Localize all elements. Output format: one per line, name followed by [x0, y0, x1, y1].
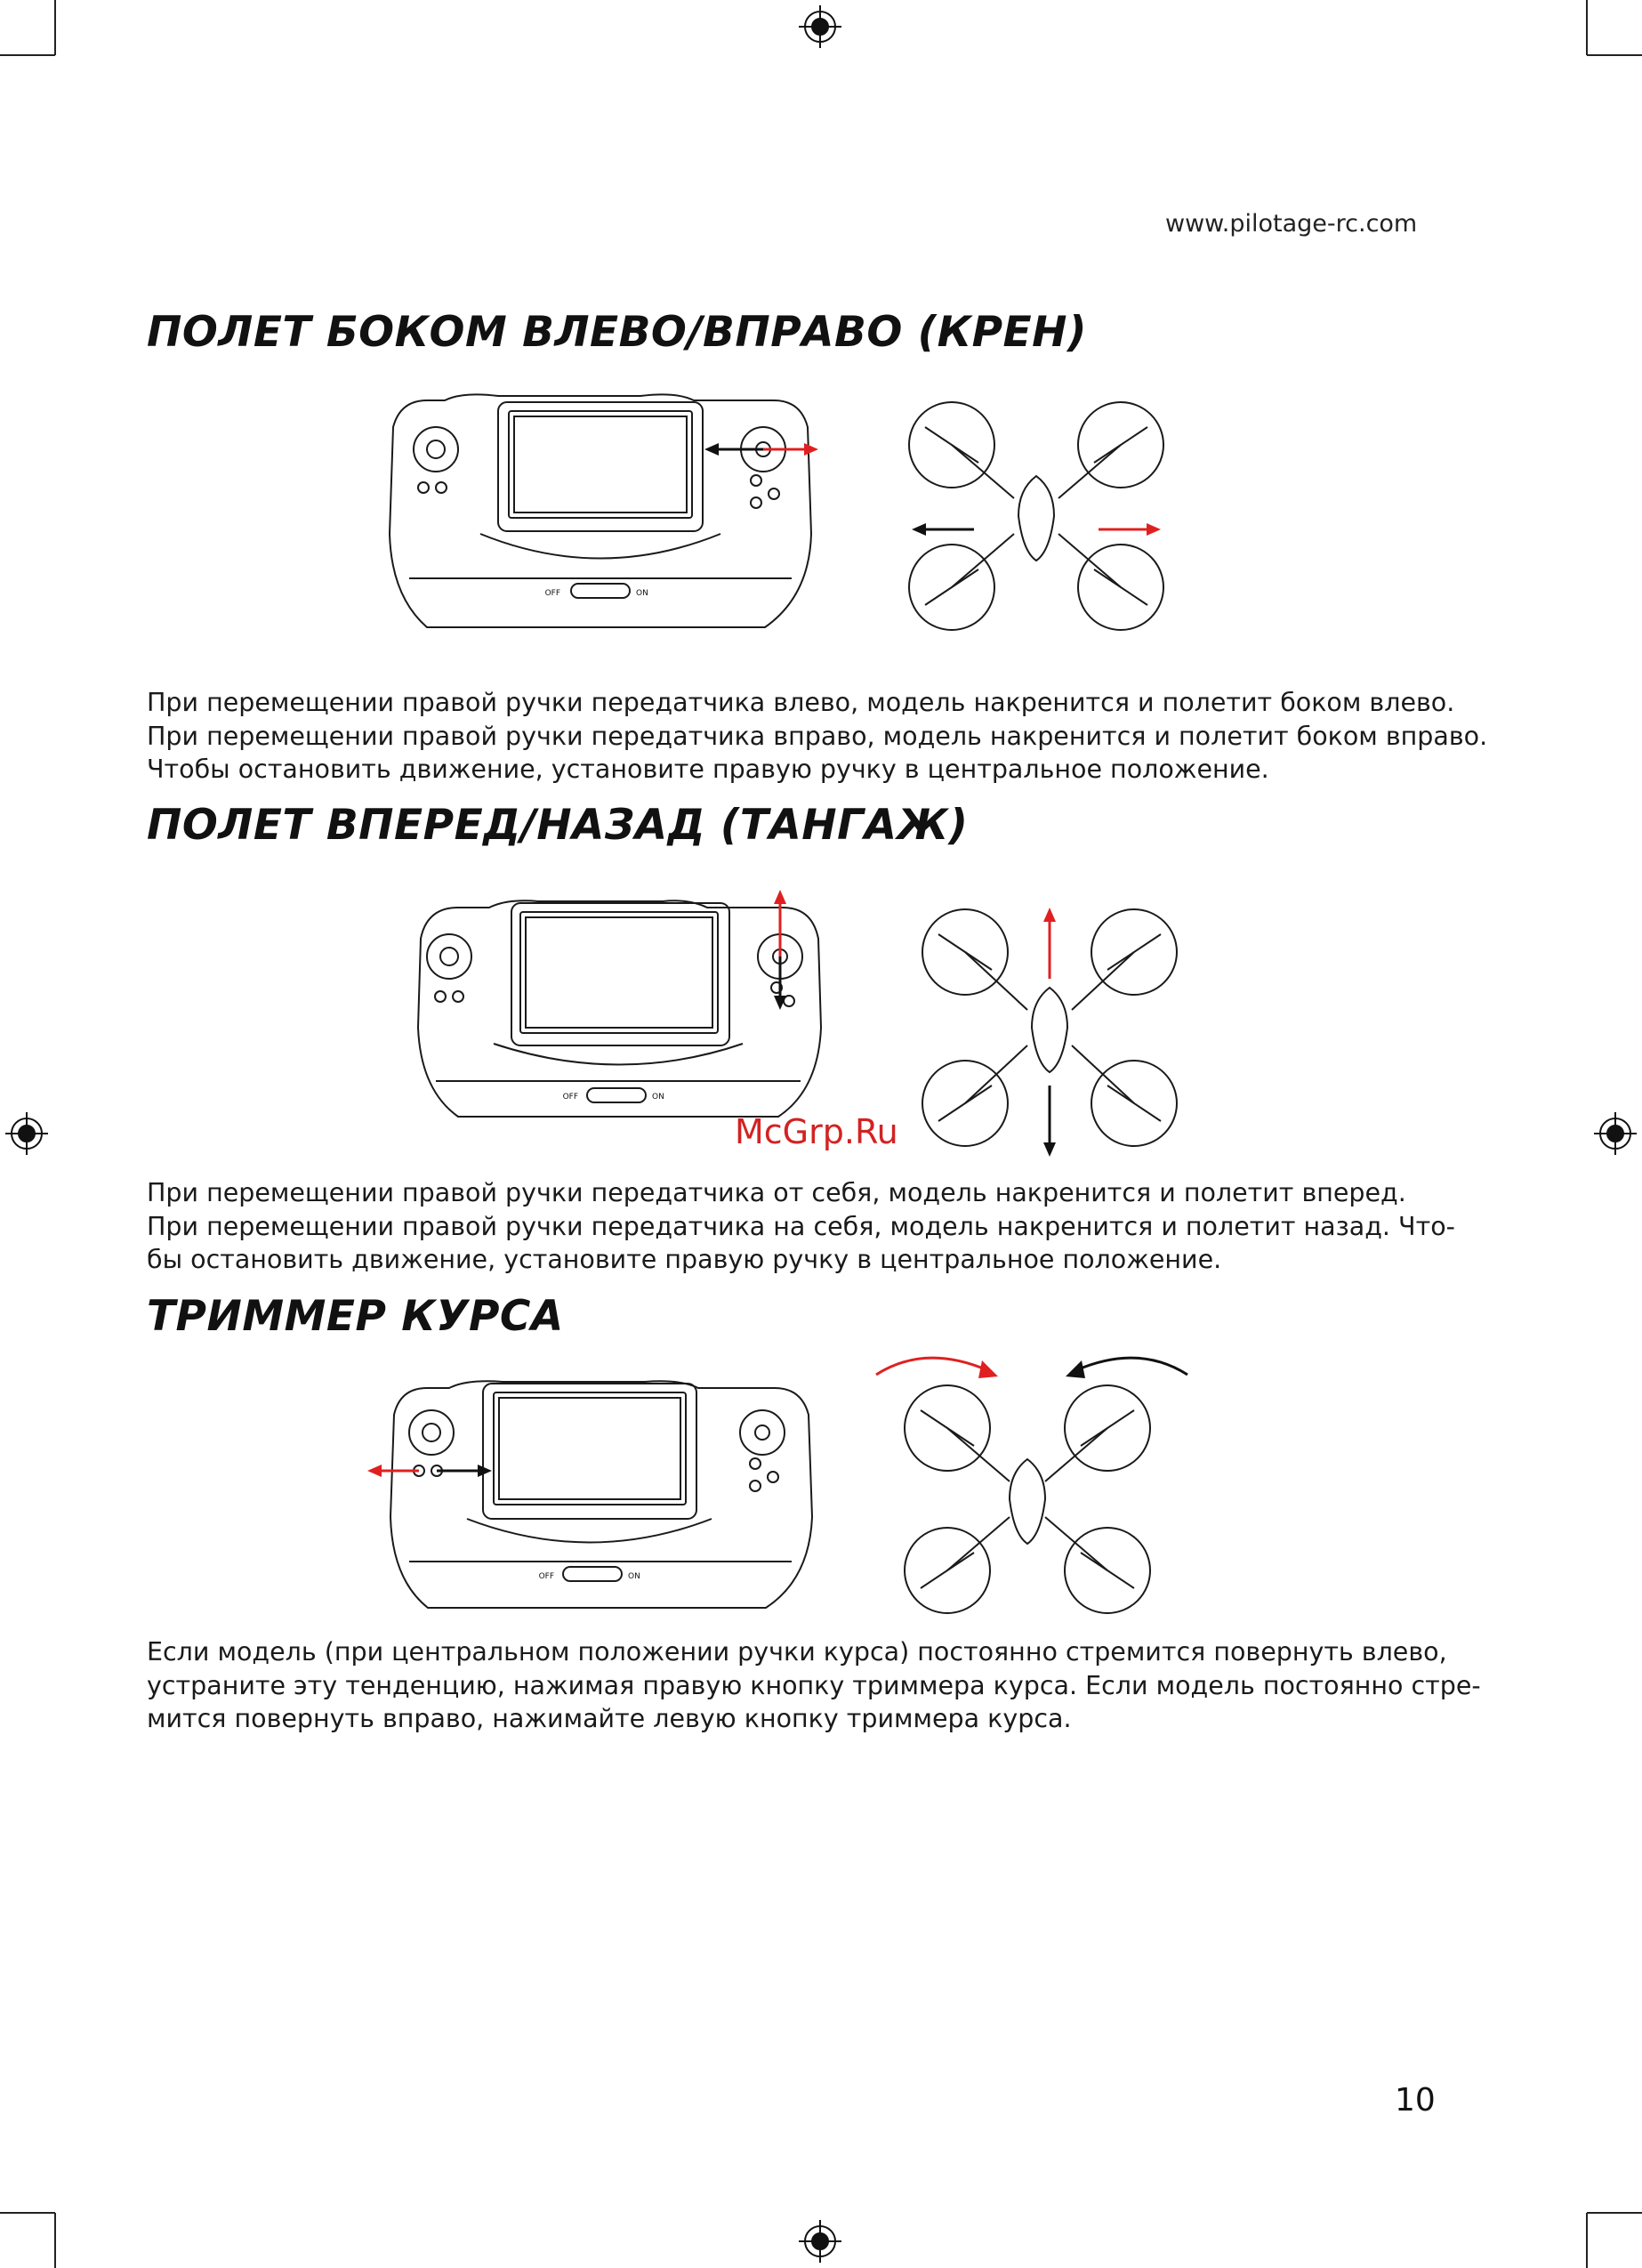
watermark: McGrp.Ru: [735, 1112, 898, 1151]
registration-mark-right: [1594, 1112, 1637, 1155]
switch-off-label: OFF: [562, 1093, 578, 1102]
paragraph-line: устраните эту тенденцию, нажимая правую кнопку триммера курса. Если модель постоянно стре-: [147, 1670, 1481, 1700]
registration-mark-left: [5, 1112, 48, 1155]
page-number: 10: [1395, 2082, 1436, 2119]
switch-on-label: ON: [628, 1572, 640, 1581]
registration-mark-top: [799, 5, 841, 48]
paragraph-line: Если модель (при центральном положении ручки курса) постоянно стремится повернуть влево,: [147, 1637, 1447, 1667]
switch-on-label: ON: [636, 589, 648, 598]
switch-on-label: ON: [652, 1093, 664, 1102]
paragraph-line: бы остановить движение, установите правую ручку в центральное положение.: [147, 1245, 1222, 1274]
paragraph-line: При перемещении правой ручки передатчика влево, модель накренится и полетит боком влево.: [147, 688, 1455, 717]
section-text-yaw-trim: [147, 1635, 1481, 1736]
paragraph-line: Чтобы остановить движение, установите правую ручку в центральное положение.: [147, 755, 1269, 784]
transmitter-figure-yaw-trim: [360, 1375, 823, 1615]
section-title-yaw-trim: ТРИММЕР КУРСА: [147, 1292, 564, 1341]
transmitter-figure-roll: [374, 391, 836, 632]
registration-mark-bottom: [799, 2220, 841, 2263]
paragraph-line: При перемещении правой ручки передатчика на себя, модель накренится и полетит назад. Что-: [147, 1211, 1455, 1241]
switch-off-label: OFF: [538, 1572, 554, 1581]
paragraph-line: При перемещении правой ручки передатчика вправо, модель накренится и полетит боком вправо.: [147, 721, 1488, 751]
paragraph-line: мится повернуть вправо, нажимайте левую кнопку триммера курса.: [147, 1704, 1072, 1733]
section-text-roll: [147, 686, 1488, 787]
drone-figure-roll: [903, 391, 1170, 641]
rotate-counterclockwise-arrow: [1076, 1358, 1187, 1375]
section-title-pitch: ПОЛЕТ ВПЕРЕД/НАЗАД (ТАНГАЖ): [147, 801, 969, 850]
transmitter-figure-pitch: [405, 885, 832, 1126]
rotate-clockwise-arrow: [876, 1358, 987, 1375]
section-text-pitch: [147, 1176, 1455, 1277]
paragraph-line: При перемещении правой ручки передатчика от себя, модель накренится и полетит вперед.: [147, 1178, 1406, 1207]
switch-off-label: OFF: [544, 589, 560, 598]
website-url[interactable]: www.pilotage-rc.com: [1165, 210, 1418, 238]
drone-figure-pitch: [916, 899, 1183, 1166]
section-title-roll: ПОЛЕТ БОКОМ ВЛЕВО/ВПРАВО (КРЕН): [147, 308, 1087, 357]
drone-figure-yaw-trim: [863, 1339, 1201, 1615]
